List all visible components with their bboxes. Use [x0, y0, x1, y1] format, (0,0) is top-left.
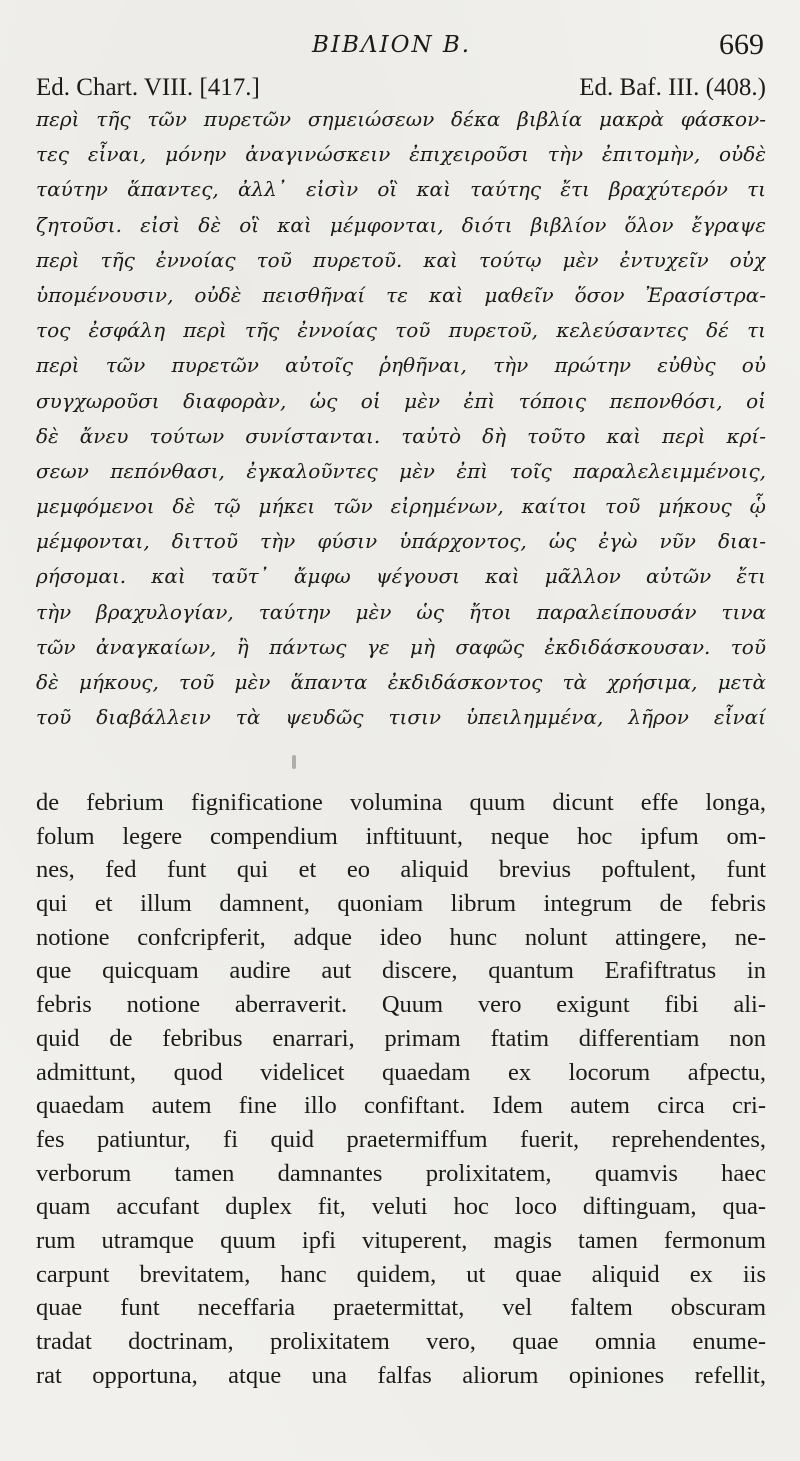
- latin-line: qui et illum damnent, quoniam librum integrum de febris: [36, 890, 766, 918]
- greek-line: συγχωροῦσι διαφορὰν, ὡς οἱ μὲν ἐπὶ τόποις πεπονθόσι, οἱ: [36, 388, 766, 413]
- latin-line: quaedam autem fine illo confiftant. Idem autem circa cri-: [36, 1092, 766, 1120]
- latin-line: notione confcripferit, adque ideo hunc nolunt attingere, ne-: [36, 923, 766, 951]
- latin-line: admittunt, quod videlicet quaedam ex locorum afpectu,: [36, 1058, 766, 1086]
- greek-line: περὶ τῶν πυρετῶν αὐτοῖς ῥηθῆναι, τὴν πρώτην εὐθὺς οὐ: [36, 353, 766, 378]
- latin-line: de febrium fignificatione volumina quum dicunt effe longa,: [36, 789, 766, 816]
- running-head: [0, 28, 800, 68]
- latin-line: verborum tamen damnantes prolixitatem, quamvis haec: [36, 1159, 766, 1187]
- latin-line: que quicquam audire aut discere, quantum Erafiftratus in: [36, 957, 766, 985]
- greek-line: σεων πεπόνθασι, ἐγκαλοῦντες μὲν ἐπὶ τοῖς παραλελειμμένοις,: [36, 458, 766, 483]
- latin-line: rat opportuna, atque una falfas aliorum opiniones refellit,: [36, 1361, 766, 1389]
- book-title: ΒΙΒΛΙΟΝ Β.: [312, 32, 472, 58]
- greek-line: τοῦ διαβάλλειν τὰ ψευδῶς τισιν ὑπειλημμένα, λῆρον εἶναί: [36, 705, 766, 730]
- greek-text-block: [36, 102, 766, 735]
- greek-line: μεμφόμενοι δὲ τῷ μήκει τῶν εἰρημένων, καίτοι τοῦ μήκους ᾧ: [36, 494, 766, 519]
- latin-line: quae funt neceffaria praetermittat, vel faltem obscuram: [36, 1294, 766, 1322]
- greek-line: ὑπομένουσιν, οὐδὲ πεισθῆναί τε καὶ μαθεῖν ὅσον Ἐρασίστρα-: [36, 282, 766, 307]
- page-number: 669: [719, 28, 764, 61]
- greek-line: δὲ ἄνευ τούτων συνίστανται. ταὐτὸ δὴ τοῦτο καὶ περὶ κρί-: [36, 423, 766, 448]
- latin-line: nes, fed funt qui et eo aliquid brevius poftulent, funt: [36, 856, 766, 884]
- greek-line: ταύτην ἅπαντες, ἀλλ᾽ εἰσὶν οἳ καὶ ταύτης ἔτι βραχύτερόν τι: [36, 177, 766, 202]
- greek-line: τῶν ἀναγκαίων, ἢ πάντως γε μὴ σαφῶς ἐκδιδάσκουσαν. τοῦ: [36, 634, 766, 659]
- latin-line: folum legere compendium inftituunt, neque hoc ipfum om-: [36, 822, 766, 850]
- latin-line: fes patiuntur, fi quid praetermiffum fuerit, reprehendentes,: [36, 1125, 766, 1153]
- latin-text-block: [36, 786, 766, 1392]
- latin-line: tradat doctrinam, prolixitatem vero, quae omnia enume-: [36, 1328, 766, 1355]
- edition-basel-ref: Ed. Baf. III. (408.): [579, 74, 766, 101]
- greek-line: τὴν βραχυλογίαν, ταύτην μὲν ὡς ἤτοι παραλείπουσάν τινα: [36, 599, 766, 624]
- greek-line: περὶ τῆς τῶν πυρετῶν σημειώσεων δέκα βιβλία μακρὰ φάσκον-: [36, 107, 766, 131]
- latin-line: rum utramque quum ipfi vituperent, magis tamen fermonum: [36, 1226, 766, 1254]
- latin-line: febris notione aberraverit. Quum vero exigunt fibi ali-: [36, 991, 766, 1019]
- ink-speck: [292, 755, 296, 769]
- latin-line: quam accufant duplex fit, veluti hoc loco diftinguam, qua-: [36, 1193, 766, 1221]
- greek-line: τες εἶναι, μόνην ἀναγινώσκειν ἐπιχειροῦσι τὴν ἐπιτομὴν, οὐδὲ: [36, 142, 766, 167]
- greek-line: ζητοῦσι. εἰσὶ δὲ οἳ καὶ μέμφονται, διότι βιβλίον ὅλον ἔγραψε: [36, 212, 766, 237]
- latin-line: quid de febribus enarrari, primam ftatim differentiam non: [36, 1024, 766, 1052]
- greek-line: δὲ μήκους, τοῦ μὲν ἅπαντα ἐκδιδάσκοντος τὰ χρήσιμα, μετὰ: [36, 670, 766, 694]
- greek-line: περὶ τῆς ἐννοίας τοῦ πυρετοῦ. καὶ τούτῳ μὲν ἐντυχεῖν οὐχ: [36, 247, 766, 272]
- latin-line: carpunt brevitatem, hanc quidem, ut quae aliquid ex iis: [36, 1260, 766, 1288]
- greek-line: ρήσομαι. καὶ ταῦτ᾽ ἄμφω ψέγουσι καὶ μᾶλλον αὐτῶν ἔτι: [36, 564, 766, 589]
- edition-chartier-ref: Ed. Chart. VIII. [417.]: [36, 74, 260, 101]
- greek-line: τος ἐσφάλη περὶ τῆς ἐννοίας τοῦ πυρετοῦ, κελεύσαντες δέ τι: [36, 318, 766, 343]
- edition-references: [36, 74, 766, 104]
- greek-line: μέμφονται, διττοῦ τὴν φύσιν ὑπάρχοντος, ὡς ἐγὼ νῦν διαι-: [36, 529, 766, 554]
